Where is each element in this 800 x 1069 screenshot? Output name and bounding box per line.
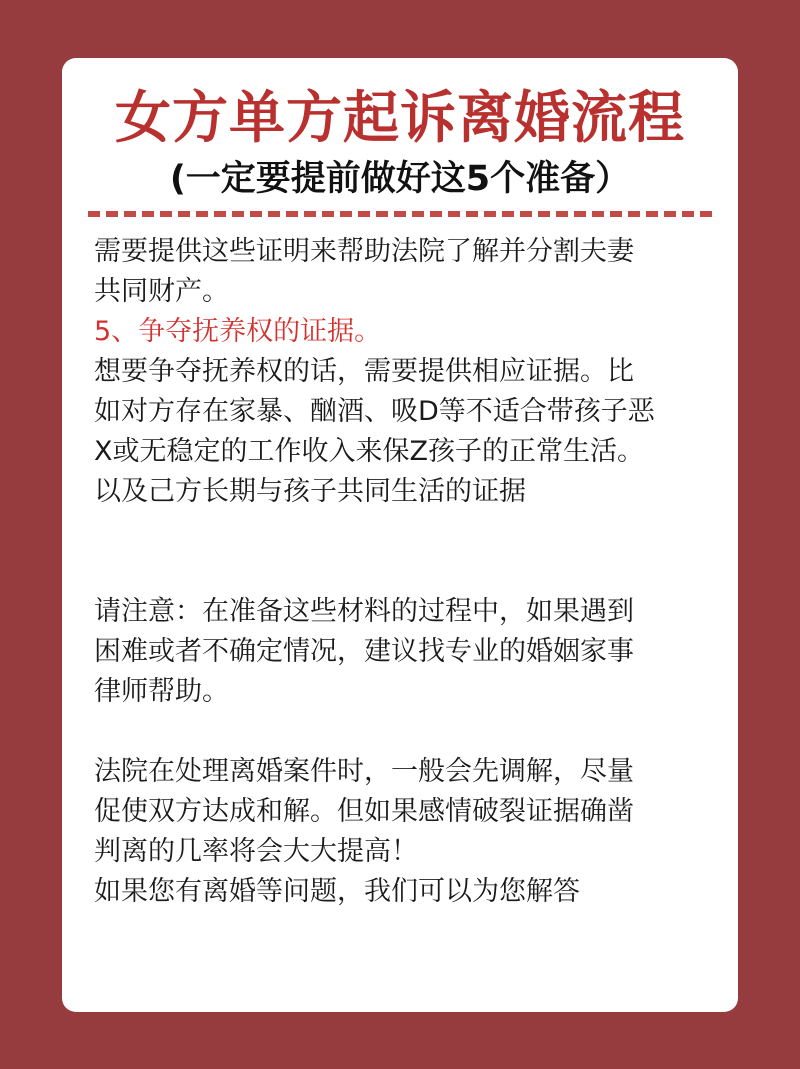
page-title: 女方单方起诉离婚流程 (115, 86, 685, 151)
intro-line: 需要提供这些证明来帮助法院了解并分割夫妻 (94, 236, 634, 267)
page-subtitle: (一定要提前做好这5个准备） (169, 159, 631, 199)
note-line: 律师帮助。 (94, 676, 229, 707)
paragraph-line: X或无稳定的工作收入来保Z孩子的正常生活。 (94, 436, 644, 467)
spacer (94, 712, 714, 752)
court-line: 促使双方达成和解。但如果感情破裂证据确凿 (94, 796, 634, 827)
note-line: 请注意：在准备这些材料的过程中，如果遇到 (94, 596, 634, 627)
article-body (94, 232, 714, 912)
closing-line: 如果您有离婚等问题，我们可以为您解答 (94, 876, 580, 907)
section-heading: 5、争夺抚养权的证据。 (94, 316, 382, 347)
spacer (94, 512, 714, 592)
dashed-divider (88, 211, 712, 217)
content-card (62, 58, 738, 1012)
note-line: 困难或者不确定情况，建议找专业的婚姻家事 (94, 636, 634, 667)
paragraph-line: 想要争夺抚养权的话，需要提供相应证据。比 (94, 356, 634, 387)
court-line: 判离的几率将会大大提高！ (94, 836, 418, 867)
paragraph-line: 以及己方长期与孩子共同生活的证据 (94, 476, 526, 507)
intro-line: 共同财产。 (94, 276, 229, 307)
court-line: 法院在处理离婚案件时，一般会先调解，尽量 (94, 756, 634, 787)
paragraph-line: 如对方存在家暴、酗酒、吸D等不适合带孩子恶 (94, 396, 655, 427)
